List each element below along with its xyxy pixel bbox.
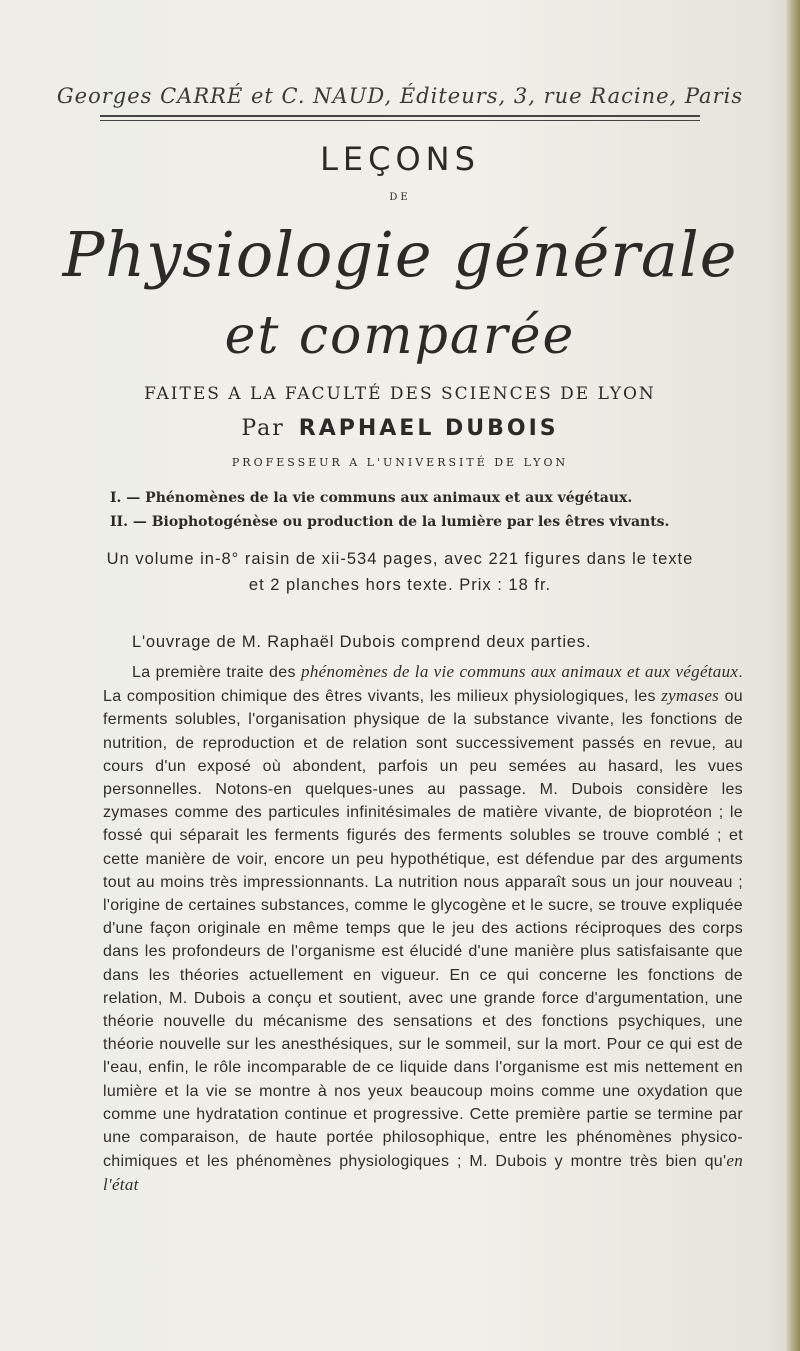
title-physiologie-generale: Physiologie générale [62,218,738,291]
part-item: I. — Phénomènes de la vie communs aux animaux et aux végétaux. [110,490,633,506]
heading-de: DE [389,192,411,203]
faites-line: FAITES A LA FACULTÉ DES SCIENCES DE LYON [144,384,656,404]
author-par: Par [241,416,285,441]
paragraph-italic: zymases [661,686,720,706]
author-name: RAPHAEL DUBOIS [298,416,559,441]
professor-line: PROFESSEUR A L'UNIVERSITÉ DE LYON [231,456,569,469]
paragraph-text: ou ferments solubles, l'organisation physique de la substance vivante, les fonctions de nutrition, de reproduction et de relation sont successivement passés en revue, au cours d'un exposé où abondent, parfois un peu semées au hasard, les vues personnelles. Notons-en quelques-unes au passage. M. Dubois considère les zymases comme des particules infinitésimales de matière vivante, de bioprotéon ; le fossé qui séparait les ferments figurés des ferments solubles se trouve comblé ; et cette manière de voir, encore un peu hypothétique, est défendue par des arguments tout au moins très impressionnants. La nutrition nous apparaît sous un jour nouveau ; l'origine de certaines substances, comme le glycogène et le sucre, se trouve expliquée d'une façon originale en même temps que le jeu des actions réciproques des corps dans les profondeurs de l'organisme est élucidé d'une manière plus satisfaisante que dans les théories actuellement en vigueur. En ce qui concerne les fonctions de relation, M. Dubois a conçu et soutient, avec une grande force d'argumentation, une théorie nouvelle du mécanisme des sensations et des fonctions psychiques, une théorie nouvelle sur les anesthésiques, sur le sommeil, sur la mort. Pour ce qui est de l'eau, enfin, le rôle incomparable de ce liquide dans l'organisme est mis nettement en lumière et la vie se montre à nos yeux beaucoup moins comme une oxydation que comme une hydratation continue et progressive. Cette première partie se termine par une comparaison, de haute portée philosophique, entre les phénomènes physico-chimiques et les phénomènes physiologiques ; M. Dubois y montre très bien qu' [103,688,743,1171]
volume-line: et 2 planches hors texte. Prix : 18 fr. [248,576,552,594]
paragraph-italic: en l'état [103,1151,743,1195]
paragraph-text: . La composition chimique des êtres vivants, les milieux physiologiques, les [103,664,744,706]
author-line [0,416,800,441]
heading-lecons: LEÇONS [320,140,480,178]
paragraph-italic: phénomènes de la vie communs aux animaux et aux végétaux [301,662,739,681]
volume-line: Un volume in-8° raisin de xii-534 pages, avec 221 figures dans le texte [106,550,694,568]
title-et-comparee: et comparée [224,306,576,366]
part-item: II. — Biophotogénèse ou production de la lumière par les êtres vivants. [110,514,670,530]
review-paragraph [103,660,743,1198]
parts-list [110,486,730,534]
paragraph-text: La première traite des [132,664,302,681]
publisher-line: Georges CARRÉ et C. NAUD, Éditeurs, 3, rue Racine, Paris [56,84,744,108]
header-rule [100,115,700,117]
volume-description [0,546,800,598]
intro-sentence: L'ouvrage de M. Raphaël Dubois comprend deux parties. [132,633,592,651]
header-rule-thin [100,120,700,121]
